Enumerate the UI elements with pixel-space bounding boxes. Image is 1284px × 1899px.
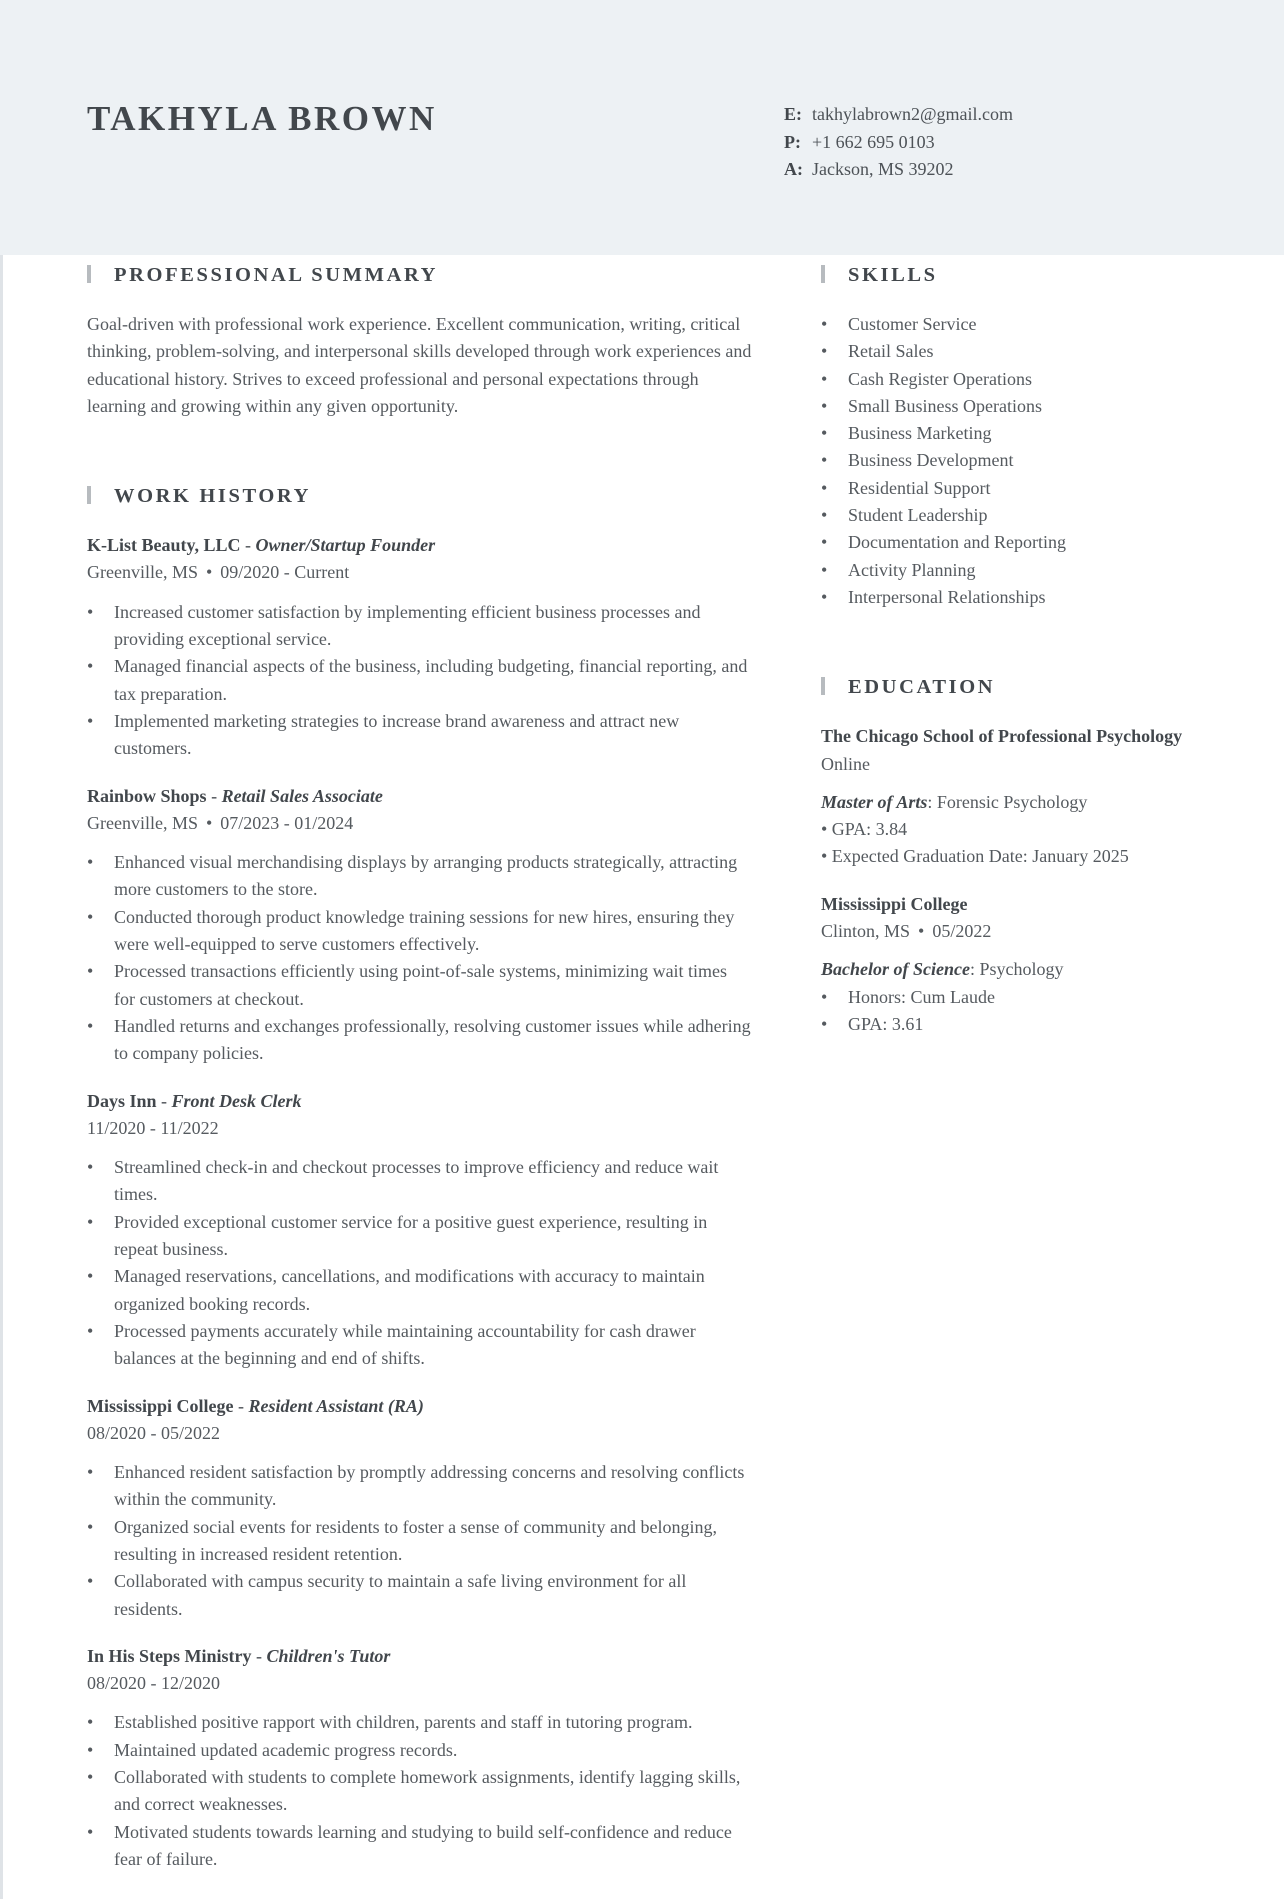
job-bullets (87, 849, 752, 1067)
resume-header (0, 0, 1284, 255)
contact-email-label: E: (784, 104, 802, 124)
skill-item: • Interpersonal Relationships (821, 584, 1241, 611)
job-bullet: • Provided exceptional customer service for a positive guest experience, resulting in repeat business. (87, 1209, 752, 1264)
contact-address-row (784, 156, 1013, 184)
meta-dot: • (205, 812, 213, 833)
contact-phone[interactable]: +1 662 695 0103 (812, 131, 935, 152)
contact-email[interactable]: takhylabrown2@gmail.com (812, 104, 1014, 124)
skill-item: • Student Leadership (821, 502, 1241, 529)
skill-item: • Business Development (821, 447, 1241, 474)
left-column (87, 255, 752, 1873)
job-header (87, 1643, 752, 1670)
job-company: Mississippi College (87, 1395, 234, 1416)
skill-item: • Activity Planning (821, 557, 1241, 584)
job-bullets (87, 599, 752, 763)
job-bullet: • Increased customer satisfaction by implementing efficient business processes and providing exceptional service. (87, 599, 752, 654)
education-heading: EDUCATION (821, 674, 1241, 700)
education-school: Mississippi College (821, 893, 968, 914)
skill-item: • Documentation and Reporting (821, 529, 1241, 556)
skill-item: • Small Business Operations (821, 393, 1241, 420)
education-location: Online (821, 753, 870, 774)
job-dates: 08/2020 - 12/2020 (87, 1673, 220, 1694)
job-bullet: • Collaborated with campus security to maintain a safe living environment for all residents. (87, 1568, 752, 1623)
job-dates: 08/2020 - 05/2022 (87, 1422, 220, 1443)
job-company: Rainbow Shops (87, 785, 207, 806)
job-meta (87, 1670, 752, 1697)
job-entry (87, 1088, 752, 1373)
job-bullet: • Organized social events for residents to foster a sense of community and belonging, resulting in increased resident retention. (87, 1514, 752, 1569)
job-header (87, 1088, 752, 1115)
summary-heading: PROFESSIONAL SUMMARY (87, 262, 752, 288)
education-entry (821, 723, 1241, 870)
education-bullet: • GPA: 3.61 (821, 1011, 1241, 1038)
job-entry (87, 1643, 752, 1873)
job-bullet: • Handled returns and exchanges professionally, resolving customer issues while adhering to company policies. (87, 1013, 752, 1068)
job-dates: 09/2020 - Current (220, 562, 350, 583)
work-history-heading: WORK HISTORY (87, 483, 752, 509)
education-dates: 05/2022 (932, 921, 992, 942)
job-location: Greenville, MS (87, 812, 198, 833)
degree-field: : Psychology (969, 959, 1064, 980)
contact-block (784, 101, 1013, 184)
summary-text: Goal-driven with professional work experience. Excellent communication, writing, critical thinking, problem-solving, and interpersonal skills developed through work experiences and educational history. Strives to exceed professional and personal expectations through learning and growing within any given opportunity. (87, 314, 752, 416)
education-detail: • GPA: 3.84 (821, 819, 908, 840)
job-header (87, 532, 752, 559)
job-dates: 11/2020 - 11/2022 (87, 1117, 219, 1138)
education-detail: • Expected Graduation Date: January 2025 (821, 846, 1129, 867)
meta-dot: • (918, 921, 925, 942)
job-bullet: • Motivated students towards learning and studying to build self-confidence and reduce fear of failure. (87, 1819, 752, 1874)
contact-phone-row (784, 129, 1013, 157)
education-entry (821, 891, 1241, 1038)
degree-name: Master of Arts (821, 791, 928, 812)
job-bullet: • Collaborated with students to complete homework assignments, identify lagging skills, and correct weaknesses. (87, 1764, 752, 1819)
job-bullet: • Established positive rapport with children, parents and staff in tutoring program. (87, 1709, 752, 1736)
job-entry (87, 783, 752, 1068)
job-separator: - (240, 535, 256, 556)
job-company: Days Inn (87, 1090, 157, 1111)
job-separator: - (233, 1395, 249, 1416)
education-meta (821, 918, 1241, 945)
job-company: In His Steps Ministry (87, 1645, 252, 1666)
job-bullet: • Managed financial aspects of the business, including budgeting, financial reporting, and tax preparation. (87, 653, 752, 708)
job-bullet: • Enhanced visual merchandising displays by arranging products strategically, attracting more customers to the store. (87, 849, 752, 904)
skill-item: • Customer Service (821, 311, 1241, 338)
job-bullet: • Managed reservations, cancellations, and modifications with accuracy to maintain organized booking records. (87, 1263, 752, 1318)
skills-list (821, 311, 1241, 611)
job-separator: - (206, 785, 222, 806)
right-column (821, 255, 1241, 1038)
job-bullet: • Processed transactions efficiently using point-of-sale systems, minimizing wait times for customers at checkout. (87, 958, 752, 1013)
job-bullet: • Streamlined check-in and checkout processes to improve efficiency and reduce wait times. (87, 1154, 752, 1209)
skill-item: • Residential Support (821, 475, 1241, 502)
skill-item: • Cash Register Operations (821, 366, 1241, 393)
contact-email-row (784, 101, 1013, 129)
skill-item: • Retail Sales (821, 338, 1241, 365)
job-header (87, 1393, 752, 1420)
page-edge (0, 0, 3, 1899)
job-role: Resident Assistant (RA) (248, 1395, 424, 1416)
education-bullet: • Honors: Cum Laude (821, 984, 1241, 1011)
education-degree (821, 789, 1241, 816)
job-meta (87, 1420, 752, 1447)
skill-item: • Business Marketing (821, 420, 1241, 447)
job-role: Owner/Startup Founder (255, 535, 436, 556)
job-meta (87, 559, 752, 586)
job-role: Retail Sales Associate (221, 785, 383, 806)
job-bullet: • Conducted thorough product knowledge training sessions for new hires, ensuring they were well-equipped to serve customers effectively. (87, 904, 752, 959)
job-bullet: • Implemented marketing strategies to increase brand awareness and attract new customers. (87, 708, 752, 763)
job-location: Greenville, MS (87, 562, 198, 583)
education-bullets (821, 984, 1241, 1039)
job-bullet: • Enhanced resident satisfaction by promptly addressing concerns and resolving conflicts within the community. (87, 1459, 752, 1514)
contact-address-label: A: (784, 159, 803, 179)
job-entry (87, 1393, 752, 1623)
education-location: Clinton, MS (821, 921, 911, 942)
degree-name: Bachelor of Science (821, 959, 970, 980)
job-bullets (87, 1154, 752, 1372)
job-bullets (87, 1459, 752, 1623)
job-bullet: • Maintained updated academic progress records. (87, 1737, 752, 1764)
job-entry (87, 532, 752, 762)
degree-field: : Forensic Psychology (927, 791, 1088, 812)
job-meta (87, 810, 752, 837)
job-separator: - (251, 1645, 267, 1666)
job-meta (87, 1115, 752, 1142)
contact-phone-label: P: (784, 131, 801, 152)
job-company: K-List Beauty, LLC (87, 535, 241, 556)
job-header (87, 783, 752, 810)
contact-address: Jackson, MS 39202 (812, 159, 954, 179)
job-role: Front Desk Clerk (171, 1090, 302, 1111)
education-school: The Chicago School of Professional Psychology (821, 726, 1183, 747)
skills-heading: SKILLS (821, 262, 1241, 288)
job-dates: 07/2023 - 01/2024 (220, 812, 354, 833)
job-bullets (87, 1709, 752, 1873)
education-degree (821, 956, 1241, 983)
job-bullet: • Processed payments accurately while maintaining accountability for cash drawer balances at the beginning and end of shifts. (87, 1318, 752, 1373)
job-role: Children's Tutor (266, 1645, 391, 1666)
job-separator: - (156, 1090, 172, 1111)
candidate-name: TAKHYLA BROWN (87, 99, 437, 138)
meta-dot: • (205, 562, 213, 583)
